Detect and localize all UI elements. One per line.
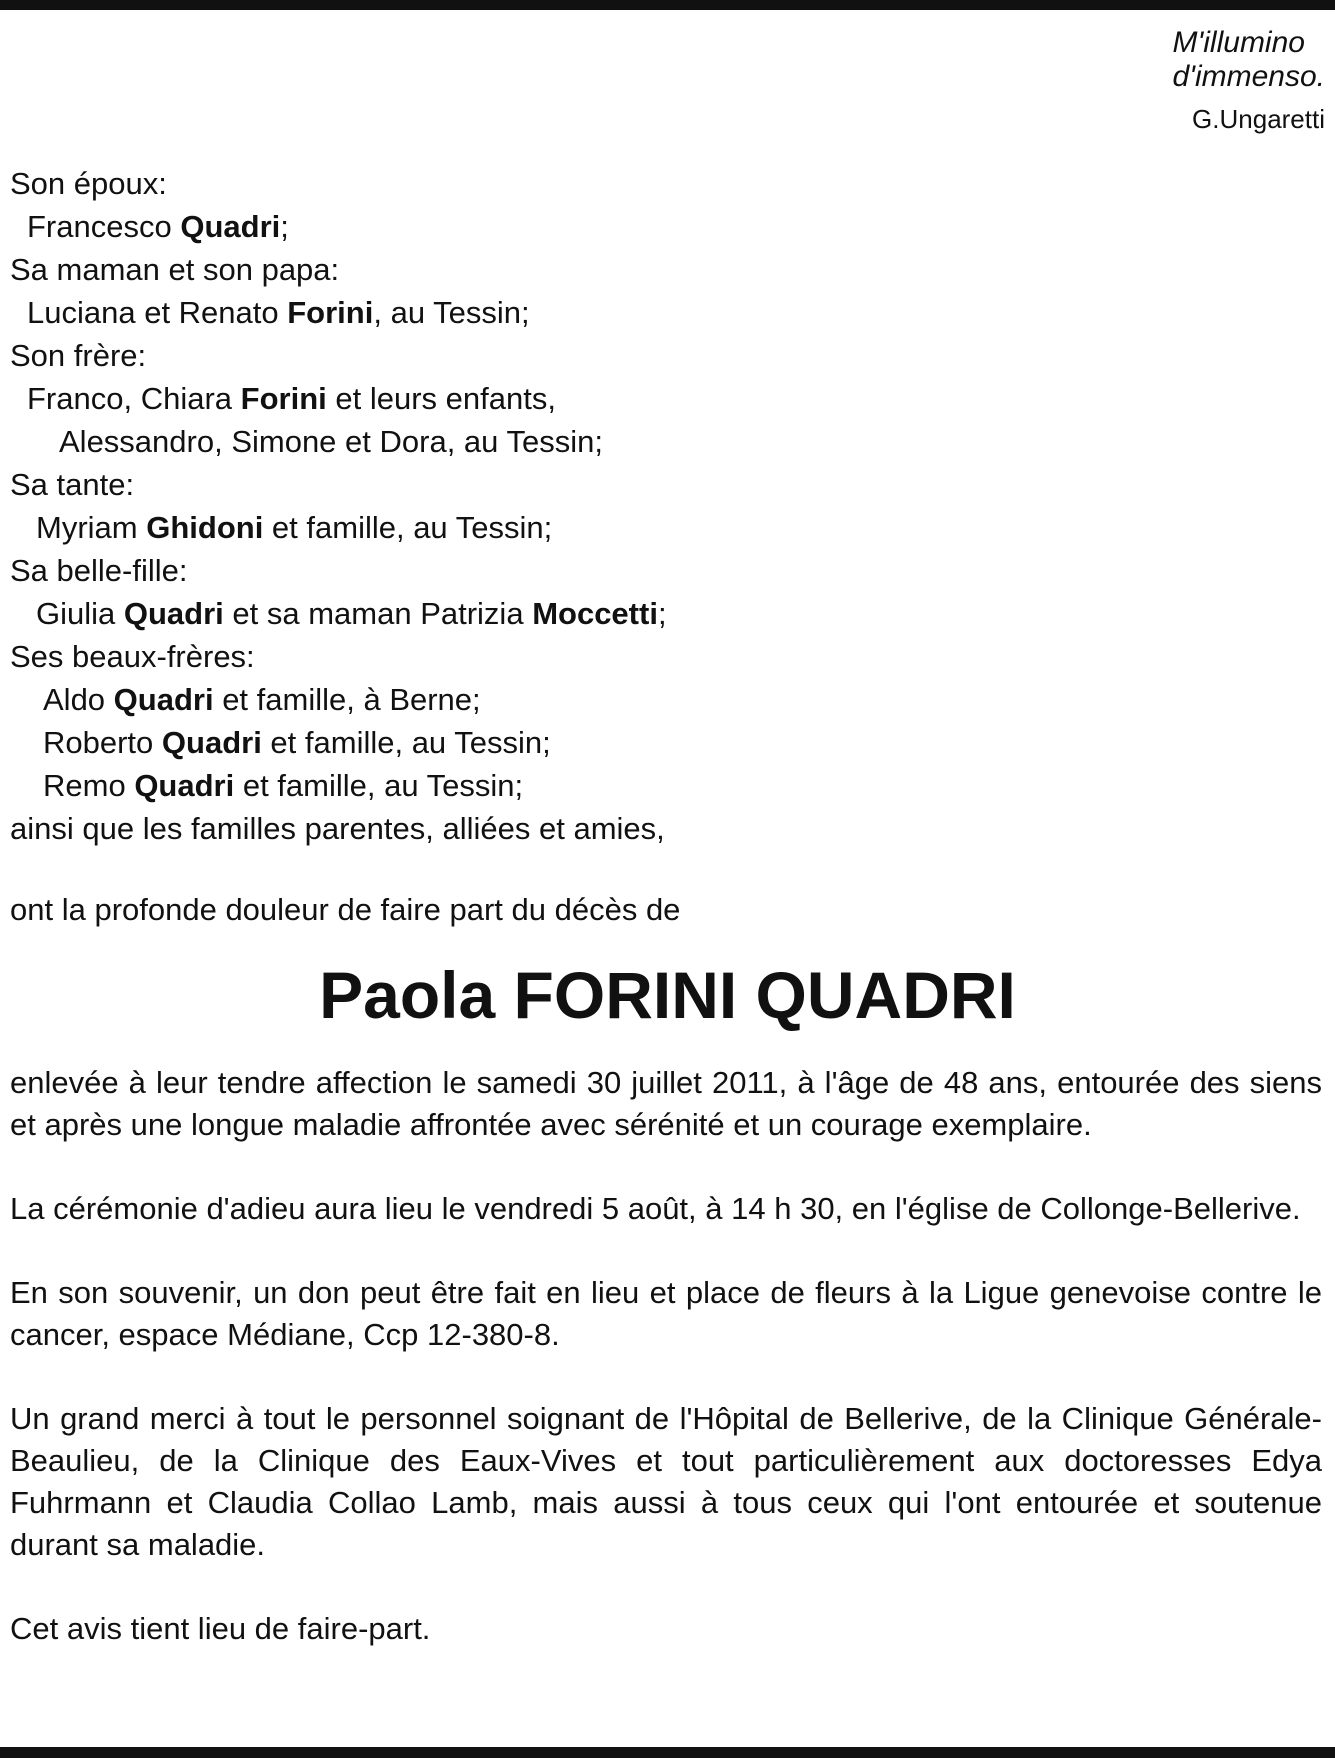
- epoux-label: Son époux:: [10, 166, 167, 201]
- epigraph: [1173, 26, 1325, 134]
- frere-entry: Franco, Chiara Forini et leurs enfants,: [27, 381, 556, 416]
- bellefille-label: Sa belle-fille:: [10, 553, 188, 588]
- beaufrere-entry-2: Roberto Quadri et famille, au Tessin;: [43, 725, 551, 760]
- parents-entry: Luciana et Renato Forini, au Tessin;: [27, 295, 530, 330]
- beaufrere-entry-1: Aldo Quadri et famille, à Berne;: [43, 682, 481, 717]
- epoux-entry: Francesco Quadri;: [27, 209, 289, 244]
- beauxfreres-label: Ses beaux-frères:: [10, 639, 255, 674]
- deceased-name: Paola FORINI QUADRI: [319, 958, 1016, 1032]
- parents-label: Sa maman et son papa:: [10, 252, 340, 287]
- epigraph-author: G.Ungaretti: [1192, 104, 1325, 134]
- frere-label: Son frère:: [10, 338, 147, 373]
- paragraph-closing: Cet avis tient lieu de faire-part.: [10, 1611, 431, 1646]
- bottom-border-rule: [0, 1747, 1335, 1758]
- frere-children: Alessandro, Simone et Dora, au Tessin;: [59, 424, 603, 459]
- tante-label: Sa tante:: [10, 467, 135, 502]
- tante-entry: Myriam Ghidoni et famille, au Tessin;: [36, 510, 553, 545]
- top-border-rule: [0, 0, 1335, 10]
- epigraph-line-2: d'immenso.: [1172, 60, 1325, 93]
- announcement-text: ont la profonde douleur de faire part du décès de: [10, 892, 681, 927]
- paragraph-thanks: Un grand merci à tout le personnel soignant de l'Hôpital de Bellerive, de la Clinique Générale-Beaulieu, de la Clinique des Eaux-Vives et tout particulièrement aux doctoresses Edya Fuhrmann et Claudia Collao Lamb, mais aussi à tous ceux qui l'ont entourée et soutenue durant sa maladie.: [10, 1401, 1322, 1562]
- family-list: [10, 162, 1310, 850]
- notice-body: [10, 1062, 1322, 1650]
- paragraph-death-details: enlevée à leur tendre affection le samedi 30 juillet 2011, à l'âge de 48 ans, entourée des siens et après une longue maladie affrontée avec sérénité et un courage exemplaire.: [10, 1065, 1322, 1142]
- epigraph-line-1: M'illumino: [1172, 26, 1305, 59]
- beaufrere-entry-3: Remo Quadri et famille, au Tessin;: [43, 768, 524, 803]
- bellefille-entry: Giulia Quadri et sa maman Patrizia Moccetti;: [36, 596, 667, 631]
- paragraph-donation: En son souvenir, un don peut être fait en lieu et place de fleurs à la Ligue genevoise contre le cancer, espace Médiane, Ccp 12-380-8.: [10, 1275, 1322, 1352]
- other-families: ainsi que les familles parentes, alliées et amies,: [10, 811, 665, 846]
- paragraph-ceremony: La cérémonie d'adieu aura lieu le vendredi 5 août, à 14 h 30, en l'église de Collonge-Bellerive.: [10, 1191, 1301, 1226]
